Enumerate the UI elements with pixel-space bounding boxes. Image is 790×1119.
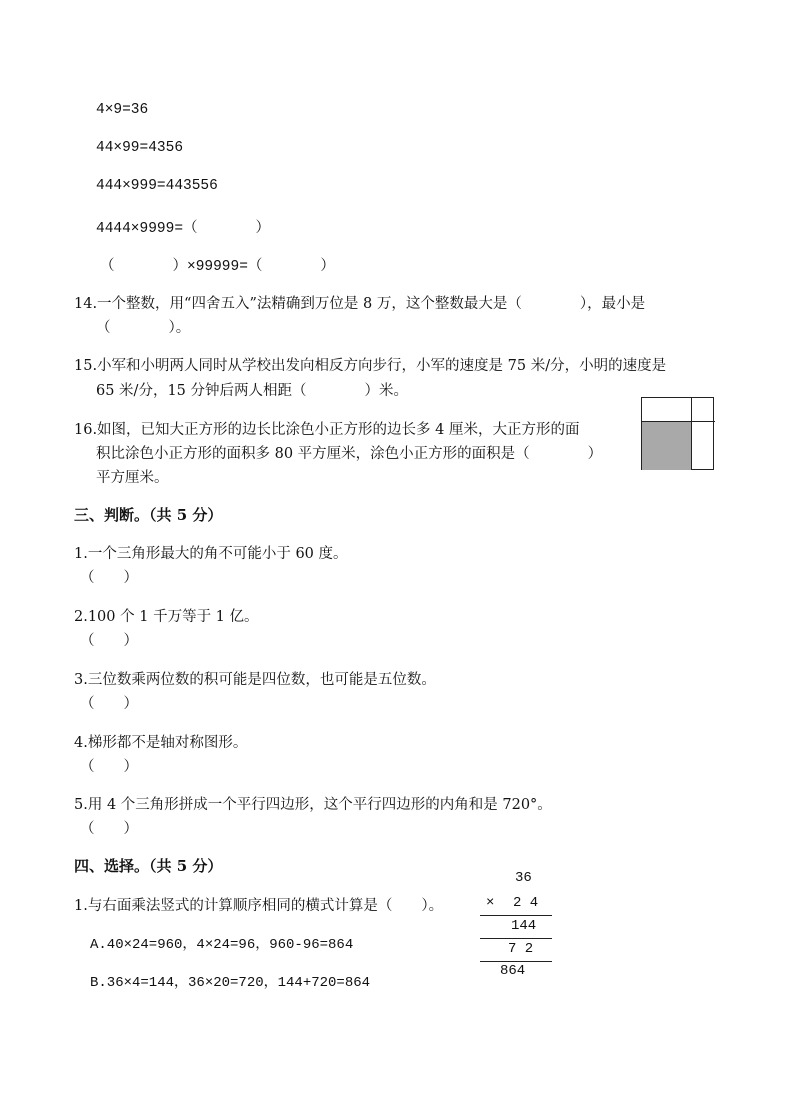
pattern-line-4: 4444×9999=（ ） [96,221,271,237]
vertical-multiplication [478,870,558,980]
judge-blank-5[interactable]: （ ） [80,821,138,837]
vertical-rule-1 [480,915,552,916]
judge-blank-2[interactable]: （ ） [80,633,138,649]
vertical-rule-3 [480,961,552,962]
shaded-small-square [642,421,692,470]
judge-item-3: 3.三位数乘两位数的积可能是四位数，也可能是五位数。 [74,672,436,688]
vertical-multiplier: 2 4 [513,895,539,911]
judge-blank-1[interactable]: （ ） [80,570,138,586]
q14-line-2: （ ）。 [96,320,191,336]
q16-line-1: 16.如图，已知大正方形的边长比涂色小正方形的边长多 4 厘米，大正方形的面 [74,422,580,438]
judge-blank-4[interactable]: （ ） [80,759,138,775]
figure-divider-vertical [691,398,692,469]
judge-blank-3[interactable]: （ ） [80,696,138,712]
q15-line-1: 15.小军和小明两人同时从学校出发向相反方向步行，小军的速度是 75 米/分，小明的速度是 [74,358,667,374]
pattern-line-1: 4×9=36 [96,102,149,118]
q16-line-2: 积比涂色小正方形的面积多 80 平方厘米，涂色小正方形的面积是（ ） [96,446,603,462]
vertical-multiplicand: 36 [515,870,532,886]
judge-item-1: 1.一个三角形最大的角不可能小于 60 度。 [74,546,348,562]
vertical-times-sign: × [486,895,495,911]
section3-title: 三、判断。（共 5 分） [74,506,223,524]
vertical-rule-2 [480,938,552,939]
choice-option-b[interactable]: B.36×4=144，36×20=720，144+720=864 [90,975,371,991]
judge-item-4: 4.梯形都不是轴对称图形。 [74,735,248,751]
square-figure [641,397,714,470]
vertical-partial-2: 7 2 [508,941,534,957]
section4-title: 四、选择。（共 5 分） [74,857,223,875]
q16-line-3: 平方厘米。 [96,470,169,486]
vertical-partial-1: 144 [511,918,537,934]
pattern-line-5: （ ）×99999=（ ） [100,259,335,275]
pattern-line-2: 44×99=4356 [96,140,184,156]
figure-divider-horizontal [691,421,715,422]
choice-option-a[interactable]: A.40×24=960，4×24=96，960-96=864 [90,937,354,953]
judge-item-5: 5.用 4 个三角形拼成一个平行四边形，这个平行四边形的内角和是 720°。 [74,797,552,813]
q14-line-1: 14.一个整数，用“四舍五入”法精确到万位是 8 万，这个整数最大是（ ），最小是 [74,296,646,312]
choice-question-1: 1.与右面乘法竖式的计算顺序相同的横式计算是（ ）。 [74,898,444,914]
q15-line-2: 65 米/分，15 分钟后两人相距（ ）米。 [96,383,409,399]
judge-item-2: 2.100 个 1 千万等于 1 亿。 [74,609,259,625]
pattern-line-3: 444×999=443556 [96,178,218,194]
vertical-result: 864 [500,963,526,979]
